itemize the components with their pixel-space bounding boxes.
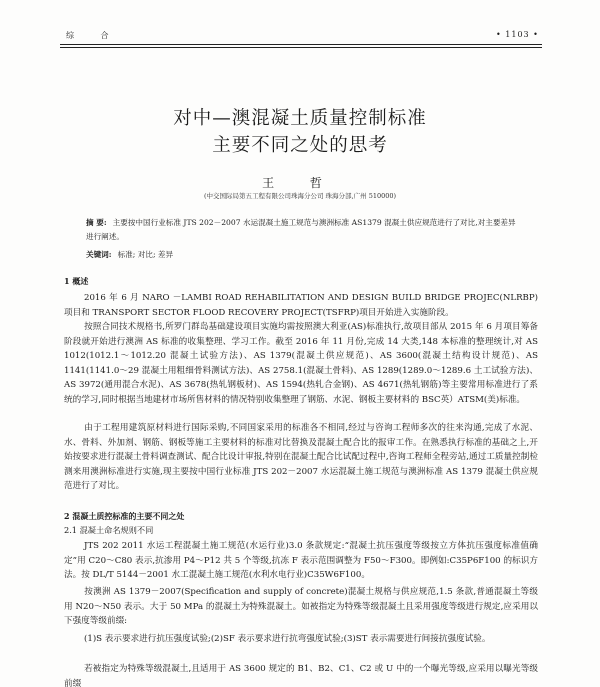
- header-rule: [60, 44, 542, 45]
- abstract-label: 摘 要:: [86, 218, 107, 227]
- header-page-number: • 1103 •: [496, 30, 539, 39]
- author: 王 哲: [262, 176, 338, 190]
- abstract-text: 主要按中国行业标准 JTS 202－2007 水运混凝土施工规范与澳洲标准 AS1379 混凝土供应规范进行了对比,对主要差异进行阐述。: [86, 218, 516, 241]
- section-2-paragraph-3: (1)S 表示要求进行抗压强度试验;(2)SF 表示要求进行抗弯强度试验;(3)ST 表示需要进行间接抗强度试验。: [84, 634, 491, 644]
- section-1-paragraph-3: 由于工程用建筑原材料进行国际采购,不同国家采用的标准各不相同,经过与咨询工程师多次的往来沟通,完成了水泥、水、骨料、外加剂、钢筋、钢板等施工主要材料的标准对比替换及混凝土配合比的报审工作。在熟悉执行标准的基础之上,开始按要求进行混凝土骨料调查测试、配合比设计审报,特别在混凝土配合比试配过程中,咨询工程师全程旁站,通过工质量控制检测来用澳洲标准进行实施,现主要按中国行业标准 JTS 202－2007 水运混凝土施工规范与澳洲标准 AS 1379 混凝土供应规范进行了对比。: [64, 423, 538, 492]
- header-section: 综 合: [66, 31, 121, 40]
- section-2-paragraph-1: JTS 202 2011 水运工程混凝土施工规范(水运行业)3.0 条款规定:“混凝土抗压强度等级按立方体抗压强度标准值确定”用 C20～C80 表示,抗渗用 P4～P12 共 5 个等级,抗冻 F 表示范围调整为 F50～F300。即例如:C35P6F100 的标识方法。按 DL/T 5144－2001 水工混凝土施工规范(水利水电行业)C35W6F100。: [64, 541, 538, 581]
- section-2-paragraph-2: 按澳洲 AS 1379－2007(Specification and supply of concrete)混凝土规格与供应规范,1.5 条款,普通混凝土等级用 N20～N50 表示。大于 50 MPa 的混凝土为特殊混凝土。如被指定为特殊等级混凝土且采用强度等级进行规定,应采用以下强度等级前缀:: [64, 587, 538, 627]
- keywords: [86, 249, 518, 260]
- section-1-heading: 1 概述: [64, 276, 89, 286]
- keywords-label: 关键词:: [86, 250, 112, 259]
- section-1-paragraph-2: 按照合同技术规格书,所罗门群岛基础建设项目实施均需按照澳大利亚(AS)标准执行,故项目部从 2015 年 6 月项目筹备阶段就开始进行澳洲 AS 标准的收集整理、学习工作。截至 2016 年 11 月份,完成 14 大类,148 本标准的整理统计,对 AS 1012(1012.1～1012.20 混凝土试验方法)、AS 1379(混凝土供应规范)、AS 3600(混凝土结构设计规范)、AS 1141(1141.0～29 混凝土用粗细骨料测试方法)、AS 2758.1(混凝土骨料)、AS 1289(1289.0～1289.6 土工试验方法)、AS 3972(通用混合水泥)、AS 3678(热轧钢板材)、AS 1594(热轧合金钢)、AS 4671(热轧钢筋)等主要常用标准进行了系统的学习,同时根据当地建材市场所售材料的情况特别收集整理了钢筋、水泥、钢板主要材料的 BSC英）ATSM(美)标准。: [64, 322, 538, 405]
- header-rule-thin: [60, 47, 542, 48]
- section-2-paragraph-4: 若被指定为特殊等级混凝土,且适用于 AS 3600 规定的 B1、B2、C1、C2 或 U 中的一个曝光等级,应采用以曝光等级前缀: [64, 664, 538, 687]
- title-line-1: 对中—澳混凝土质量控制标准: [173, 108, 427, 129]
- section-2-1-heading: 2.1 混凝土命名规则不同: [64, 525, 154, 535]
- affiliation: (中交国际局第五工程有限公司珠海分公司 珠海分部,广州 510000): [203, 192, 397, 200]
- abstract: [86, 216, 518, 244]
- keywords-text: 标准; 对比; 差异: [117, 250, 174, 259]
- section-1-paragraph-1: 2016 年 6 月 NARO －LAMBI ROAD REHABILITATION AND DESIGN BUILD BRIDGE PROJEC(NLRBP)项目和 TRANSPORT SECTOR FLOOD RECOVERY PROJECT(TSFRP)项目开始进入实施阶段。: [64, 293, 538, 318]
- title-line-2: 主要不同之处的思考: [212, 135, 388, 156]
- running-header: [0, 30, 600, 44]
- section-2-heading: 2 混凝土质控标准的主要不同之处: [64, 511, 185, 521]
